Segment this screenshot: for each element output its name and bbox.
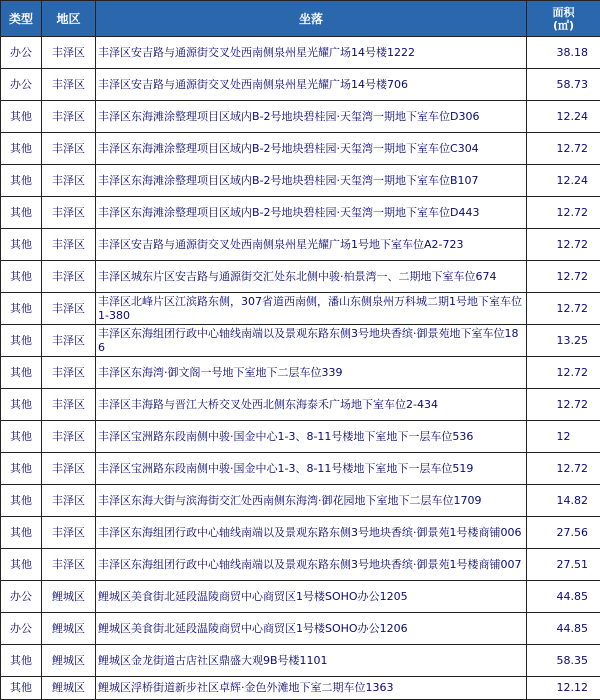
type-cell: 其他 <box>1 197 42 229</box>
location-cell: 丰泽区东海组团行政中心轴线南端以及景观东路东侧3号地块香缤·御景苑1号楼商铺006 <box>96 517 527 549</box>
location-cell: 丰泽区东海湾·御文阁一号地下室地下二层车位339 <box>96 357 527 389</box>
district-cell: 丰泽区 <box>42 549 96 581</box>
table-row <box>1 421 600 453</box>
district-cell: 丰泽区 <box>42 485 96 517</box>
table-row <box>1 197 600 229</box>
type-cell: 办公 <box>1 581 42 613</box>
table-row <box>1 389 600 421</box>
table-header-row <box>1 1 600 37</box>
type-cell: 其他 <box>1 485 42 517</box>
location-cell: 丰泽区北峰片区江滨路东侧，307省道西南侧，潘山东侧泉州万科城二期1号地下室车位1-380 <box>96 293 527 325</box>
location-cell: 丰泽区安吉路与通源街交叉处西南侧泉州星光耀广场1号地下室车位A2-723 <box>96 229 527 261</box>
table-row <box>1 645 600 677</box>
district-cell: 丰泽区 <box>42 293 96 325</box>
table-row <box>1 357 600 389</box>
area-cell: 12.72 <box>527 357 600 389</box>
table-row <box>1 229 600 261</box>
location-cell: 丰泽区东海滩涂整理项目区域内B-2号地块碧桂园·天玺湾一期地下室车位C304 <box>96 133 527 165</box>
type-cell: 办公 <box>1 69 42 101</box>
area-cell: 12.72 <box>527 229 600 261</box>
type-cell: 其他 <box>1 645 42 677</box>
district-cell: 丰泽区 <box>42 69 96 101</box>
type-cell: 其他 <box>1 389 42 421</box>
area-cell: 12.12 <box>527 677 600 700</box>
location-cell: 丰泽区丰海路与晋江大桥交叉处西北侧东海泰禾广场地下室车位2-434 <box>96 389 527 421</box>
location-cell: 丰泽区城东片区安吉路与通源街交汇处东北侧中骏·柏景湾一、二期地下室车位674 <box>96 261 527 293</box>
type-cell: 其他 <box>1 133 42 165</box>
table-row <box>1 581 600 613</box>
table-row <box>1 133 600 165</box>
district-cell: 鲤城区 <box>42 645 96 677</box>
header-area <box>527 1 600 37</box>
district-cell: 丰泽区 <box>42 357 96 389</box>
table-row <box>1 37 600 69</box>
table-row <box>1 101 600 133</box>
location-cell: 鲤城区美食街北延段温陵商贸中心商贸区1号楼SOHO办公1206 <box>96 613 527 645</box>
table-row <box>1 517 600 549</box>
table-row <box>1 549 600 581</box>
district-cell: 鲤城区 <box>42 613 96 645</box>
area-cell: 27.56 <box>527 517 600 549</box>
type-cell: 办公 <box>1 37 42 69</box>
district-cell: 丰泽区 <box>42 229 96 261</box>
location-cell: 丰泽区东海滩涂整理项目区域内B-2号地块碧桂园·天玺湾一期地下室车位B107 <box>96 165 527 197</box>
location-cell: 丰泽区东海滩涂整理项目区域内B-2号地块碧桂园·天玺湾一期地下室车位D306 <box>96 101 527 133</box>
header-area-unit: (㎡) <box>553 19 574 32</box>
type-cell: 其他 <box>1 549 42 581</box>
type-cell: 其他 <box>1 165 42 197</box>
type-cell: 其他 <box>1 101 42 133</box>
table-row <box>1 165 600 197</box>
district-cell: 丰泽区 <box>42 37 96 69</box>
area-cell: 38.18 <box>527 37 600 69</box>
area-cell: 27.51 <box>527 549 600 581</box>
location-cell: 鲤城区金龙街道古店社区鼎盛大观9B号楼1101 <box>96 645 527 677</box>
type-cell: 其他 <box>1 261 42 293</box>
area-cell: 12.72 <box>527 389 600 421</box>
district-cell: 丰泽区 <box>42 421 96 453</box>
location-cell: 丰泽区东海滩涂整理项目区域内B-2号地块碧桂园·天玺湾一期地下室车位D443 <box>96 197 527 229</box>
district-cell: 丰泽区 <box>42 165 96 197</box>
table-row <box>1 485 600 517</box>
location-cell: 丰泽区宝洲路东段南侧中骏·国金中心1-3、8-11号楼地下室地下一层车位536 <box>96 421 527 453</box>
header-location: 坐落 <box>96 1 527 37</box>
table-row <box>1 69 600 101</box>
type-cell: 办公 <box>1 613 42 645</box>
district-cell: 丰泽区 <box>42 197 96 229</box>
area-cell: 13.25 <box>527 325 600 357</box>
district-cell: 鲤城区 <box>42 677 96 700</box>
area-cell: 12.72 <box>527 133 600 165</box>
table-row <box>1 293 600 325</box>
area-cell: 12 <box>527 421 600 453</box>
district-cell: 鲤城区 <box>42 581 96 613</box>
location-cell: 丰泽区安吉路与通源街交叉处西南侧泉州星光耀广场14号楼1222 <box>96 37 527 69</box>
type-cell: 其他 <box>1 325 42 357</box>
location-cell: 丰泽区东海组团行政中心轴线南端以及景观东路东侧3号地块香缤·御景苑1号楼商铺007 <box>96 549 527 581</box>
area-cell: 14.82 <box>527 485 600 517</box>
location-cell: 鲤城区浮桥街道新步社区卓辉·金色外滩地下室二期车位1363 <box>96 677 527 700</box>
location-cell: 丰泽区安吉路与通源街交叉处西南侧泉州星光耀广场14号楼706 <box>96 69 527 101</box>
district-cell: 丰泽区 <box>42 389 96 421</box>
table-row <box>1 261 600 293</box>
location-cell: 丰泽区东海组团行政中心轴线南端以及景观东路东侧3号地块香缤·御景苑地下室车位186 <box>96 325 527 357</box>
area-cell: 12.72 <box>527 261 600 293</box>
table-row <box>1 453 600 485</box>
area-cell: 44.85 <box>527 613 600 645</box>
header-district: 地区 <box>42 1 96 37</box>
type-cell: 其他 <box>1 517 42 549</box>
district-cell: 丰泽区 <box>42 453 96 485</box>
area-cell: 12.72 <box>527 293 600 325</box>
area-cell: 58.35 <box>527 645 600 677</box>
table-row <box>1 325 600 357</box>
type-cell: 其他 <box>1 453 42 485</box>
area-cell: 12.24 <box>527 101 600 133</box>
type-cell: 其他 <box>1 677 42 700</box>
type-cell: 其他 <box>1 421 42 453</box>
type-cell: 其他 <box>1 293 42 325</box>
header-type: 类型 <box>1 1 42 37</box>
location-cell: 鲤城区美食街北延段温陵商贸中心商贸区1号楼SOHO办公1205 <box>96 581 527 613</box>
area-cell: 58.73 <box>527 69 600 101</box>
table-row <box>1 613 600 645</box>
district-cell: 丰泽区 <box>42 261 96 293</box>
location-cell: 丰泽区东海大街与滨海街交汇处西南侧东海湾·御花园地下室地下二层车位1709 <box>96 485 527 517</box>
district-cell: 丰泽区 <box>42 133 96 165</box>
header-area-title: 面积 <box>553 6 575 19</box>
type-cell: 其他 <box>1 229 42 261</box>
area-cell: 12.72 <box>527 453 600 485</box>
table-row <box>1 677 600 700</box>
district-cell: 丰泽区 <box>42 325 96 357</box>
district-cell: 丰泽区 <box>42 517 96 549</box>
location-cell: 丰泽区宝洲路东段南侧中骏·国金中心1-3、8-11号楼地下室地下一层车位519 <box>96 453 527 485</box>
area-cell: 12.24 <box>527 165 600 197</box>
district-cell: 丰泽区 <box>42 101 96 133</box>
area-cell: 44.85 <box>527 581 600 613</box>
type-cell: 其他 <box>1 357 42 389</box>
area-cell: 12.72 <box>527 197 600 229</box>
